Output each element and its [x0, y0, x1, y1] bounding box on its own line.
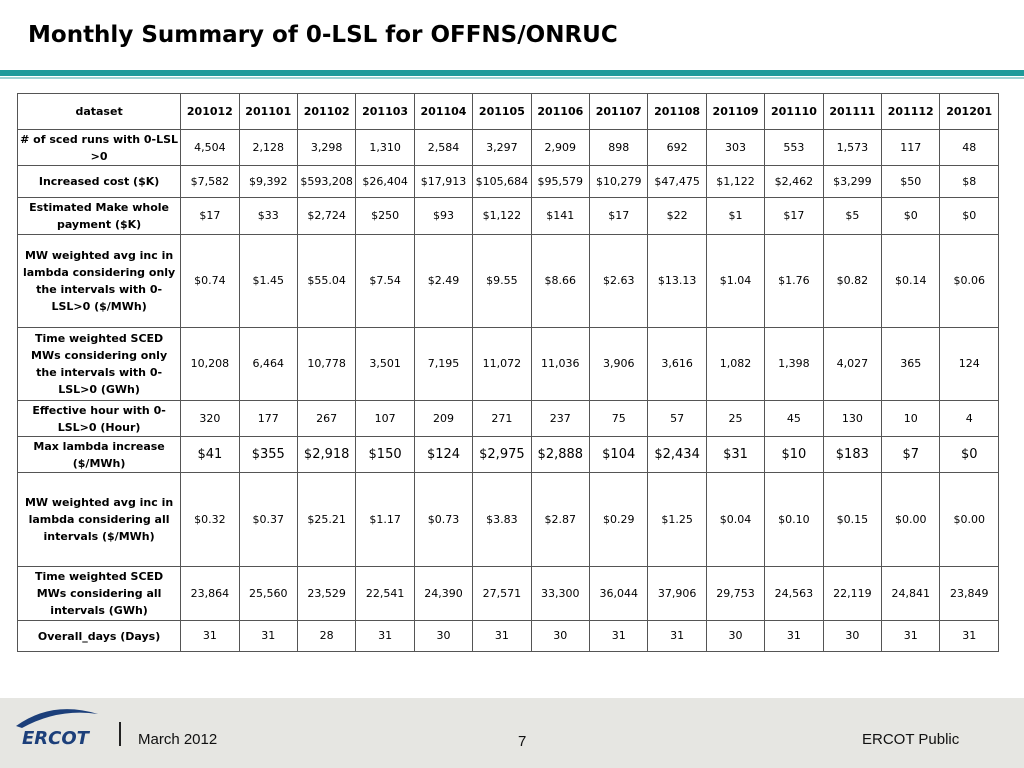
table-cell: 31 [648, 621, 706, 652]
table-cell: $33 [239, 198, 297, 235]
table-cell: $0.10 [765, 473, 823, 567]
table-cell: 24,563 [765, 567, 823, 621]
footer-classification: ERCOT Public [862, 731, 960, 748]
table-cell: $2,462 [765, 166, 823, 198]
table-cell: 31 [765, 621, 823, 652]
table-cell: 11,072 [473, 328, 531, 401]
table-cell: $93 [414, 198, 472, 235]
table-cell: $105,684 [473, 166, 531, 198]
table-cell: $2,434 [648, 437, 706, 473]
summary-table-body [18, 94, 999, 652]
header-cell: 201110 [765, 94, 823, 130]
footer-date: March 2012 [138, 731, 218, 748]
table-cell: 553 [765, 130, 823, 166]
table-cell: $17,913 [414, 166, 472, 198]
table-cell: $2.63 [590, 235, 648, 328]
table-cell: $1 [706, 198, 764, 235]
table-cell: 898 [590, 130, 648, 166]
row-label: Max lambda increase ($/MWh) [18, 437, 181, 473]
table-cell: 7,195 [414, 328, 472, 401]
logo-text: ERCOT [22, 728, 89, 749]
table-cell: 22,541 [356, 567, 414, 621]
table-cell: 75 [590, 401, 648, 437]
table-cell: $0.06 [940, 235, 999, 328]
table-cell: 130 [823, 401, 881, 437]
header-cell: 201106 [531, 94, 589, 130]
table-cell: $2.49 [414, 235, 472, 328]
table-cell: $250 [356, 198, 414, 235]
table-cell: 10,778 [297, 328, 355, 401]
table-cell: 24,390 [414, 567, 472, 621]
summary-table [17, 93, 999, 652]
table-cell: $17 [590, 198, 648, 235]
table-cell: $0.00 [940, 473, 999, 567]
table-cell: $2,918 [297, 437, 355, 473]
table-row [18, 198, 999, 235]
row-label: Overall_days (Days) [18, 621, 181, 652]
table-cell: $355 [239, 437, 297, 473]
table-cell: 692 [648, 130, 706, 166]
table-row [18, 235, 999, 328]
header-cell: 201101 [239, 94, 297, 130]
table-cell: $3.83 [473, 473, 531, 567]
table-cell: 30 [706, 621, 764, 652]
table-cell: 31 [181, 621, 239, 652]
table-cell: 365 [882, 328, 940, 401]
header-cell: 201103 [356, 94, 414, 130]
table-cell: 320 [181, 401, 239, 437]
table-cell: 31 [356, 621, 414, 652]
table-cell: 267 [297, 401, 355, 437]
header-cell: 201111 [823, 94, 881, 130]
table-cell: $1,122 [706, 166, 764, 198]
table-cell: $0.32 [181, 473, 239, 567]
table-cell: $0 [882, 198, 940, 235]
table-cell: 4 [940, 401, 999, 437]
header-cell: 201201 [940, 94, 999, 130]
table-cell: $2,975 [473, 437, 531, 473]
table-cell: 117 [882, 130, 940, 166]
table-cell: 45 [765, 401, 823, 437]
table-cell: 271 [473, 401, 531, 437]
table-cell: $9,392 [239, 166, 297, 198]
table-row [18, 166, 999, 198]
table-cell: 48 [940, 130, 999, 166]
table-cell: 1,398 [765, 328, 823, 401]
row-label: Effective hour with 0-LSL>0 (Hour) [18, 401, 181, 437]
table-cell: $104 [590, 437, 648, 473]
table-row [18, 401, 999, 437]
header-cell-dataset: dataset [18, 94, 181, 130]
table-cell: $7 [882, 437, 940, 473]
table-cell: $26,404 [356, 166, 414, 198]
table-cell: $1.45 [239, 235, 297, 328]
table-cell: 57 [648, 401, 706, 437]
table-cell: 237 [531, 401, 589, 437]
table-cell: $0 [940, 437, 999, 473]
table-cell: $2,888 [531, 437, 589, 473]
table-cell: 33,300 [531, 567, 589, 621]
title-divider-thin [0, 77, 1024, 79]
table-cell: $13.13 [648, 235, 706, 328]
table-cell: $141 [531, 198, 589, 235]
header-cell: 201102 [297, 94, 355, 130]
table-cell: 30 [823, 621, 881, 652]
table-cell: 31 [239, 621, 297, 652]
table-row [18, 567, 999, 621]
header-cell: 201112 [882, 94, 940, 130]
table-cell: $3,299 [823, 166, 881, 198]
table-cell: 30 [531, 621, 589, 652]
table-cell: $2.87 [531, 473, 589, 567]
table-cell: $41 [181, 437, 239, 473]
table-cell: 209 [414, 401, 472, 437]
slide-title: Monthly Summary of 0-LSL for OFFNS/ONRUC [28, 22, 618, 48]
table-cell: 3,501 [356, 328, 414, 401]
table-cell: 37,906 [648, 567, 706, 621]
header-cell: 201107 [590, 94, 648, 130]
table-cell: $55.04 [297, 235, 355, 328]
table-cell: $10,279 [590, 166, 648, 198]
table-cell: 27,571 [473, 567, 531, 621]
table-cell: 25,560 [239, 567, 297, 621]
row-label: MW weighted avg inc in lambda considering all intervals ($/MWh) [18, 473, 181, 567]
row-label: # of sced runs with 0-LSL >0 [18, 130, 181, 166]
table-cell: $1.76 [765, 235, 823, 328]
table-cell: 3,616 [648, 328, 706, 401]
table-cell: $22 [648, 198, 706, 235]
table-cell: $10 [765, 437, 823, 473]
table-cell: $47,475 [648, 166, 706, 198]
table-cell: 4,504 [181, 130, 239, 166]
table-cell: 31 [882, 621, 940, 652]
table-cell: $17 [765, 198, 823, 235]
table-cell: 31 [940, 621, 999, 652]
table-cell: $7,582 [181, 166, 239, 198]
table-cell: 1,310 [356, 130, 414, 166]
table-cell: $1.25 [648, 473, 706, 567]
row-label: Increased cost ($K) [18, 166, 181, 198]
table-cell: 3,906 [590, 328, 648, 401]
header-cell: 201105 [473, 94, 531, 130]
table-cell: $31 [706, 437, 764, 473]
row-label: Time weighted SCED MWs considering all intervals (GWh) [18, 567, 181, 621]
table-cell: 2,909 [531, 130, 589, 166]
table-header-row [18, 94, 999, 130]
table-cell: $50 [882, 166, 940, 198]
table-cell: 23,849 [940, 567, 999, 621]
table-cell: $0.82 [823, 235, 881, 328]
table-cell: 10 [882, 401, 940, 437]
table-cell: 2,128 [239, 130, 297, 166]
table-cell: 4,027 [823, 328, 881, 401]
table-cell: $8 [940, 166, 999, 198]
table-cell: 124 [940, 328, 999, 401]
table-row [18, 621, 999, 652]
table-cell: $9.55 [473, 235, 531, 328]
table-cell: $0.74 [181, 235, 239, 328]
table-cell: 25 [706, 401, 764, 437]
table-cell: 31 [473, 621, 531, 652]
table-cell: $0.37 [239, 473, 297, 567]
table-cell: $150 [356, 437, 414, 473]
table-cell: 28 [297, 621, 355, 652]
table-cell: $0.04 [706, 473, 764, 567]
table-cell: $95,579 [531, 166, 589, 198]
table-cell: $0.15 [823, 473, 881, 567]
table-cell: $0.14 [882, 235, 940, 328]
table-cell: 30 [414, 621, 472, 652]
table-row [18, 130, 999, 166]
table-cell: 22,119 [823, 567, 881, 621]
footer-divider [119, 722, 121, 746]
table-cell: 23,529 [297, 567, 355, 621]
table-cell: $183 [823, 437, 881, 473]
table-cell: 23,864 [181, 567, 239, 621]
table-cell: 36,044 [590, 567, 648, 621]
table-cell: 3,298 [297, 130, 355, 166]
table-cell: $124 [414, 437, 472, 473]
table-cell: 177 [239, 401, 297, 437]
row-label: Time weighted SCED MWs considering only the intervals with 0-LSL>0 (GWh) [18, 328, 181, 401]
header-cell: 201104 [414, 94, 472, 130]
row-label: MW weighted avg inc in lambda considering only the intervals with 0-LSL>0 ($/MWh) [18, 235, 181, 328]
table-cell: $0.73 [414, 473, 472, 567]
table-cell: 29,753 [706, 567, 764, 621]
table-cell: 2,584 [414, 130, 472, 166]
header-cell: 201109 [706, 94, 764, 130]
table-cell: 10,208 [181, 328, 239, 401]
table-cell: 6,464 [239, 328, 297, 401]
title-divider [0, 70, 1024, 76]
table-cell: 1,082 [706, 328, 764, 401]
page-number: 7 [518, 733, 527, 750]
table-cell: $2,724 [297, 198, 355, 235]
table-cell: $0.29 [590, 473, 648, 567]
table-cell: $17 [181, 198, 239, 235]
header-cell: 201012 [181, 94, 239, 130]
table-cell: $1,122 [473, 198, 531, 235]
table-cell: 1,573 [823, 130, 881, 166]
table-cell: 3,297 [473, 130, 531, 166]
table-cell: $0.00 [882, 473, 940, 567]
header-cell: 201108 [648, 94, 706, 130]
table-cell: $5 [823, 198, 881, 235]
table-cell: $0 [940, 198, 999, 235]
table-row [18, 473, 999, 567]
table-cell: $8.66 [531, 235, 589, 328]
table-cell: 303 [706, 130, 764, 166]
table-cell: 31 [590, 621, 648, 652]
table-cell: 11,036 [531, 328, 589, 401]
table-row [18, 437, 999, 473]
table-cell: $7.54 [356, 235, 414, 328]
table-row [18, 328, 999, 401]
table-cell: $25.21 [297, 473, 355, 567]
row-label: Estimated Make whole payment ($K) [18, 198, 181, 235]
table-cell: $593,208 [297, 166, 355, 198]
table-cell: $1.17 [356, 473, 414, 567]
table-cell: 107 [356, 401, 414, 437]
table-cell: $1.04 [706, 235, 764, 328]
table-cell: 24,841 [882, 567, 940, 621]
ercot-logo [12, 706, 104, 750]
